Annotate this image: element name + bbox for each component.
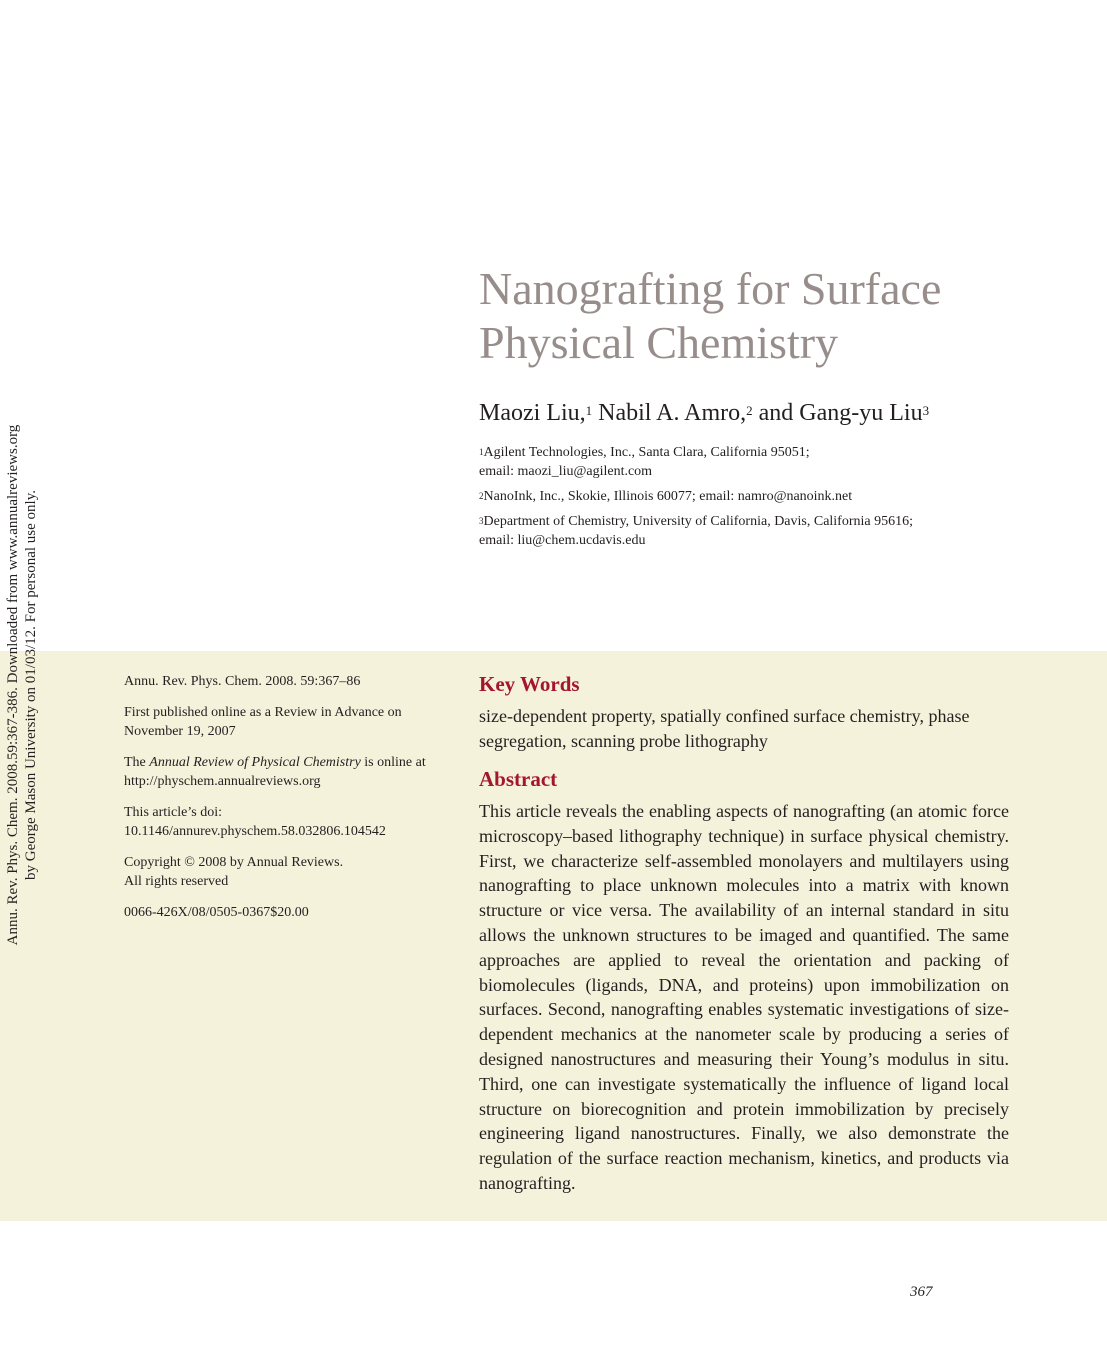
journal-name: Annual Review of Physical Chemistry bbox=[149, 755, 361, 770]
download-notice-line-2: by George Mason University on 01/03/12. For personal use only. bbox=[23, 490, 39, 880]
affiliation-3 bbox=[479, 512, 999, 550]
title-line-2: Physical Chemistry bbox=[479, 317, 839, 368]
author-list bbox=[479, 397, 1079, 429]
page-number: 367 bbox=[910, 1284, 933, 1300]
copyright-note bbox=[124, 853, 454, 891]
author-affiliation-mark: 1 bbox=[585, 403, 593, 418]
affiliation-1 bbox=[479, 443, 999, 481]
published-note bbox=[124, 703, 454, 741]
affiliation-text: Department of Chemistry, University of California, Davis, California 95616; bbox=[483, 514, 914, 529]
affiliation-mark: 1 bbox=[479, 447, 484, 457]
summary-column bbox=[479, 670, 1009, 1196]
affiliation-2 bbox=[479, 487, 999, 506]
article-code: 0066-426X/08/0505-0367$20.00 bbox=[124, 905, 309, 920]
published-line-1: First published online as a Review in Advance on bbox=[124, 705, 402, 720]
copyright-line-1: Copyright © 2008 by Annual Reviews. bbox=[124, 855, 344, 870]
doi-label: This article’s doi: bbox=[124, 805, 222, 820]
abstract-heading: Abstract bbox=[479, 767, 558, 791]
affiliation-mark: 2 bbox=[479, 491, 484, 501]
online-post: is online at bbox=[360, 755, 426, 770]
download-notice-line-1: Annu. Rev. Phys. Chem. 2008.59:367-386. Downloaded from www.annualreviews.org bbox=[5, 424, 21, 946]
affiliations bbox=[479, 443, 999, 556]
title-line-1: Nanografting for Surface bbox=[479, 263, 942, 314]
published-date: November 19, 2007 bbox=[124, 724, 236, 739]
author-name: and Gang-yu Liu bbox=[752, 400, 923, 426]
author-name: Nabil A. Amro, bbox=[592, 400, 747, 426]
affiliation-text: Agilent Technologies, Inc., Santa Clara, California 95051; bbox=[483, 445, 810, 460]
abstract-text: This article reveals the enabling aspects of nanografting (an atomic force microscopy–based lithography technique) in surface physical chemistry. First, we characterize self-assembled monolayers and multilayers using nanografting to place unknown molecules into a matrix with known structure or vice versa. The availability of an internal standard in situ allows the unknown structures to be imaged and quantified. The same approaches are applied to reveal the orientation and packing of biomolecules (ligands, DNA, and proteins) upon immobilization on surfaces. Second, nanografting enables systematic investigations of size-dependent mechanics at the nanometer scale by producing a series of designed nanostructures and measuring their Young’s modulus in situ. Third, one can investigate systematically the influence of ligand local structure on biorecognition and protein immobilization by precisely engineering ligand nanostructures. Finally, we also demonstrate the regulation of the surface reaction mechanism, kinetics, and products via nanografting. bbox=[479, 801, 1009, 1193]
citation: Annu. Rev. Phys. Chem. 2008. 59:367–86 bbox=[124, 674, 361, 689]
affiliation-text: NanoInk, Inc., Skokie, Illinois 60077; email: namro@nanoink.net bbox=[483, 489, 853, 504]
affiliation-mark: 3 bbox=[479, 516, 484, 526]
article-title bbox=[479, 262, 1079, 370]
keywords-heading: Key Words bbox=[479, 672, 580, 696]
publication-meta bbox=[124, 672, 454, 934]
author-affiliation-mark: 2 bbox=[746, 403, 753, 418]
doi-value: 10.1146/annurev.physchem.58.032806.104542 bbox=[124, 824, 386, 839]
affiliation-email: email: maozi_liu@agilent.com bbox=[479, 464, 653, 479]
download-notice bbox=[4, 395, 48, 975]
affiliation-email: email: liu@chem.ucdavis.edu bbox=[479, 533, 646, 548]
online-pre: The bbox=[124, 755, 150, 770]
author-affiliation-mark: 3 bbox=[922, 403, 930, 418]
keywords-text: size-dependent property, spatially confined surface chemistry, phase segregation, scanning probe lithography bbox=[479, 706, 970, 751]
online-note bbox=[124, 753, 454, 791]
author-name: Maozi Liu, bbox=[479, 400, 586, 426]
copyright-line-2: All rights reserved bbox=[124, 874, 229, 889]
journal-url: http://physchem.annualreviews.org bbox=[124, 774, 321, 789]
doi-note bbox=[124, 803, 454, 841]
